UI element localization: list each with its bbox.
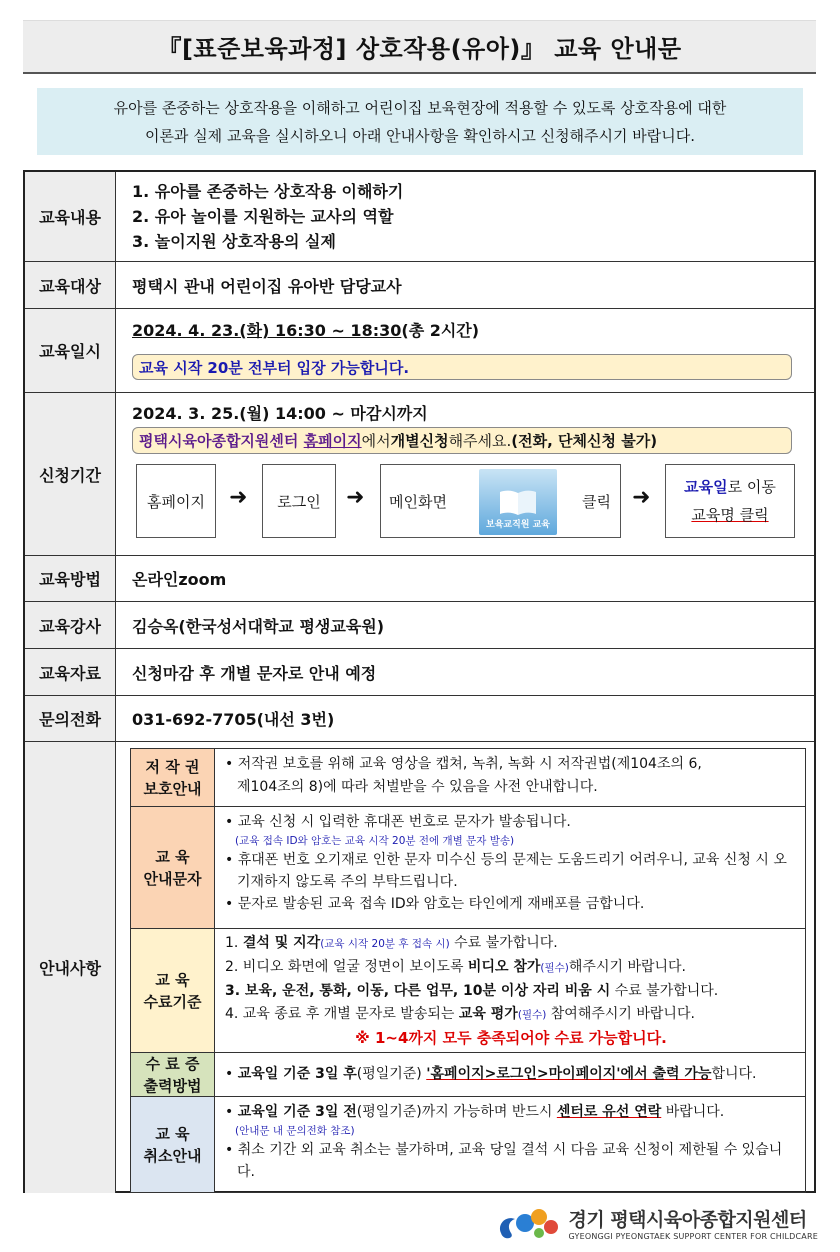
completion-head-1: 교 육 bbox=[155, 970, 190, 989]
sms-note: (교육 접속 ID와 암호는 교육 시작 20분 전에 개별 문자 발송) bbox=[235, 835, 515, 847]
page-title: 『[표준보육과정] 상호작용(유아)』 교육 안내문 bbox=[23, 20, 816, 74]
intro-box bbox=[37, 88, 803, 155]
sms-body bbox=[215, 807, 805, 928]
content-item-1: 1. 유아를 존중하는 상호작용 이해하기 bbox=[132, 182, 404, 201]
copyright-head-2: 보호안내 bbox=[143, 779, 202, 798]
label-target: 교육대상 bbox=[25, 262, 116, 308]
row-material bbox=[25, 648, 814, 695]
notice-sms bbox=[131, 806, 805, 928]
completion-item-2: 2. 비디오 화면에 얼굴 정면이 보이도록 비디오 참가(필수)해주시기 바랍니다. bbox=[225, 959, 686, 975]
label-lecturer: 교육강사 bbox=[25, 602, 116, 648]
cancel-note: (안내문 내 문의전화 참조) bbox=[235, 1125, 355, 1137]
intro-line-2: 이론과 실제 교육을 실시하오니 아래 안내사항을 확인하시고 신청해주시기 바랍니다. bbox=[144, 126, 696, 145]
material-value: 신청마감 후 개별 문자로 안내 예정 bbox=[132, 663, 377, 683]
completion-item-1: 1. 결석 및 지각(교육 시작 20분 후 접속 시) 수료 불가합니다. bbox=[225, 935, 558, 951]
schedule-duration: (총 2시간) bbox=[401, 321, 480, 340]
arrow-icon: ➜ bbox=[346, 485, 365, 510]
cancel-head-1: 교 육 bbox=[155, 1124, 190, 1143]
copyright-text-1: • 저작권 보호를 위해 교육 영상을 캡쳐, 녹취, 녹화 시 저작권법(제104조의 6, bbox=[225, 756, 702, 772]
lecturer-value: 김승옥(한국성서대학교 평생교육원) bbox=[132, 616, 385, 636]
apply-mid: 에서 bbox=[361, 432, 391, 450]
label-schedule: 교육일시 bbox=[25, 309, 116, 392]
notice-completion bbox=[131, 928, 805, 1052]
copyright-head-1: 저 작 권 bbox=[145, 757, 200, 776]
row-schedule bbox=[25, 308, 814, 392]
info-table bbox=[23, 170, 816, 1193]
edu-banner-caption: 보육교직원 교육 bbox=[486, 520, 550, 530]
label-contact: 문의전화 bbox=[25, 696, 116, 741]
entry-notice-box bbox=[132, 354, 792, 380]
sms-head-2: 안내문자 bbox=[143, 869, 202, 888]
completion-item-3: 3. 보육, 운전, 통화, 이동, 다른 업무, 10분 이상 자리 비움 시 수료 불가합니다. bbox=[225, 983, 719, 999]
notice-copyright bbox=[131, 749, 805, 806]
edu-day-label: 교육일 bbox=[684, 478, 728, 496]
schedule-date: 2024. 4. 23.(화) 16:30 ~ 18:30 bbox=[132, 321, 402, 340]
notice-cancel bbox=[131, 1096, 805, 1192]
content-list bbox=[116, 172, 814, 261]
row-contact bbox=[25, 695, 814, 741]
center-name: 평택시육아종합지원센터 bbox=[139, 432, 299, 450]
step-main-label: 메인화면 bbox=[389, 492, 447, 511]
label-notice: 안내사항 bbox=[25, 742, 116, 1193]
completion-item-4: 4. 교육 종료 후 개별 문자로 발송되는 교육 평가(필수) 참여해주시기 바랍니다. bbox=[225, 1006, 695, 1022]
cancel-bullet-2: • 취소 기간 외 교육 취소는 불가하며, 교육 당일 결석 시 다음 교육 신청이 제한될 수 있습니다. bbox=[225, 1142, 783, 1180]
individual-apply: 개별신청 bbox=[390, 432, 449, 450]
certificate-head-1: 수 료 증 bbox=[145, 1054, 200, 1073]
label-material: 교육자료 bbox=[25, 649, 116, 695]
cancel-body bbox=[215, 1097, 805, 1192]
completion-warning: ※ 1~4까지 모두 충족되어야 수료 가능합니다. bbox=[355, 1029, 667, 1047]
label-apply: 신청기간 bbox=[25, 393, 116, 555]
sms-bullet-2: • 휴대폰 번호 오기재로 인한 문자 미수신 등의 문제는 도움드리기 어려우니, 교육 신청 시 오기재하지 않도록 주의 부탁드립니다. bbox=[225, 852, 787, 890]
apply-cell bbox=[116, 393, 814, 555]
step-main bbox=[380, 464, 621, 538]
step-edu-day bbox=[665, 464, 795, 538]
notice-table bbox=[130, 748, 806, 1193]
certificate-body: • 교육일 기준 3일 후(평일기준) '홈페이지>로그인>마이페이지'에서 출력 가능합니다. bbox=[225, 1066, 757, 1082]
content-item-3: 3. 놀이지원 상호작용의 실제 bbox=[132, 232, 336, 251]
method-value: 온라인zoom bbox=[132, 570, 227, 589]
sms-bullet-1: • 교육 신청 시 입력한 휴대폰 번호로 문자가 발송됩니다. bbox=[225, 814, 571, 830]
row-content bbox=[25, 172, 814, 261]
cancel-head bbox=[131, 1097, 215, 1192]
homepage-link[interactable]: 홈페이지 bbox=[303, 432, 362, 450]
schedule-cell bbox=[116, 309, 814, 392]
footer bbox=[495, 1200, 819, 1246]
arrow-icon: ➜ bbox=[632, 485, 651, 510]
row-notice bbox=[25, 741, 814, 1193]
intro-line-1: 유아를 존중하는 상호작용을 이해하고 어린이집 보육현장에 적용할 수 있도록 상호작용에 대한 bbox=[113, 98, 727, 117]
notice-certificate bbox=[131, 1052, 805, 1096]
target-value: 평택시 관내 어린이집 유아반 담당교사 bbox=[132, 276, 402, 296]
completion-head bbox=[131, 929, 215, 1052]
step-login: 로그인 bbox=[262, 464, 336, 538]
certificate-head bbox=[131, 1053, 215, 1096]
cancel-bullet-1: • 교육일 기준 3일 전(평일기준)까지 가능하며 반드시 센터로 유선 연락 바랍니다. bbox=[225, 1104, 725, 1120]
row-lecturer bbox=[25, 601, 814, 648]
certificate-head-2: 출력방법 bbox=[143, 1076, 202, 1095]
step-click-label: 클릭 bbox=[582, 492, 611, 511]
sms-bullet-3: • 문자로 발송된 교육 접속 ID와 암호는 타인에게 재배포를 금합니다. bbox=[225, 896, 645, 912]
cancel-head-2: 취소안내 bbox=[143, 1146, 202, 1165]
content-item-2: 2. 유아 놀이를 지원하는 교사의 역할 bbox=[132, 207, 394, 226]
edu-day-move: 로 이동 bbox=[727, 478, 776, 496]
center-logo-icon bbox=[495, 1203, 561, 1243]
copyright-text-2: 제104조의 8)에 따라 처벌받을 수 있음을 사전 안내합니다. bbox=[237, 779, 598, 795]
label-method: 교육방법 bbox=[25, 556, 116, 601]
apply-suffix: 해주세요. bbox=[448, 432, 512, 450]
completion-body bbox=[215, 929, 805, 1052]
row-method bbox=[25, 555, 814, 601]
footer-text bbox=[569, 1205, 819, 1241]
completion-head-2: 수료기준 bbox=[143, 992, 202, 1011]
copyright-body bbox=[215, 749, 805, 806]
footer-name-ko: 경기 평택시육아종합지원센터 bbox=[568, 1209, 807, 1231]
label-content: 교육내용 bbox=[25, 172, 116, 261]
book-icon bbox=[498, 487, 538, 517]
apply-method-box bbox=[132, 427, 792, 454]
footer-name-en: GYEONGGI PYEONGTAEK SUPPORT CENTER FOR CHILDCARE bbox=[568, 1232, 818, 1241]
edu-name-click: 교육명 클릭 bbox=[691, 506, 769, 524]
contact-value: 031-692-7705(내선 3번) bbox=[132, 710, 335, 729]
apply-period: 2024. 3. 25.(월) 14:00 ~ 마감시까지 bbox=[132, 404, 428, 423]
entry-notice: 교육 시작 20분 전부터 입장 가능합니다. bbox=[139, 358, 410, 377]
sms-head bbox=[131, 807, 215, 928]
apply-restriction: (전화, 단체신청 불가) bbox=[511, 432, 658, 450]
copyright-head bbox=[131, 749, 215, 806]
row-apply bbox=[25, 392, 814, 555]
arrow-icon: ➜ bbox=[229, 485, 248, 510]
edu-banner[interactable] bbox=[479, 469, 557, 535]
step-homepage: 홈페이지 bbox=[136, 464, 216, 538]
row-target bbox=[25, 261, 814, 308]
notice-cell bbox=[116, 742, 814, 1193]
sms-head-1: 교 육 bbox=[155, 847, 190, 866]
